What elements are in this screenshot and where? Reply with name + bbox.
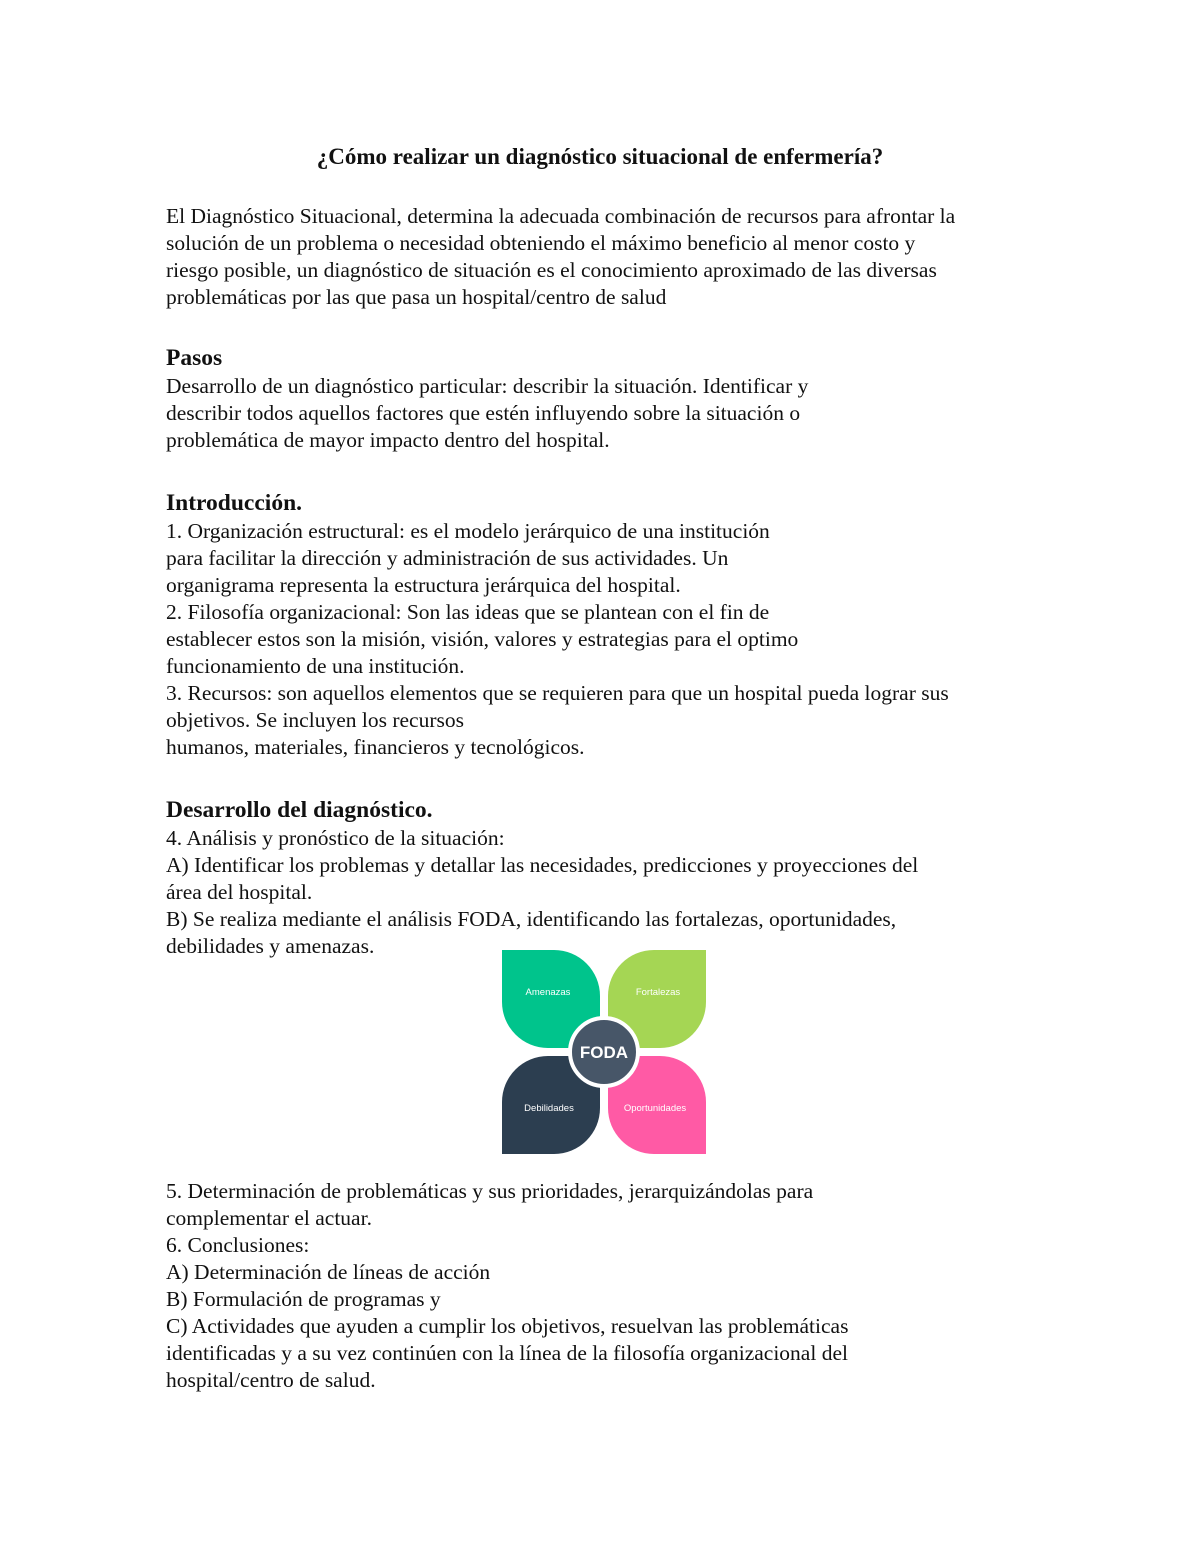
conclusion-line: 5. Determinación de problemáticas y sus prioridades, jerarquizándolas para [166,1179,814,1203]
conclusion-line: identificadas y a su vez continúen con la línea de la filosofía organizacional del [166,1341,848,1365]
conclusion-line: C) Actividades que ayuden a cumplir los objetivos, resuelvan las problemáticas [166,1314,849,1338]
introduccion-line: organigrama representa la estructura jerárquica del hospital. [166,573,681,597]
conclusion-line: A) Determinación de líneas de acción [166,1260,491,1284]
pasos-heading: Pasos [166,345,223,371]
conclusion-line: 6. Conclusiones: [166,1233,310,1257]
introduccion-line: 3. Recursos: son aquellos elementos que se requieren para que un hospital pueda lograr sus [166,681,949,705]
desarrollo-heading: Desarrollo del diagnóstico. [166,797,433,823]
intro-line: El Diagnóstico Situacional, determina la adecuada combinación de recursos para afrontar la [166,204,956,228]
desarrollo-line: área del hospital. [166,880,313,904]
document-title: ¿Cómo realizar un diagnóstico situacional de enfermería? [316,144,884,169]
conclusion-line: B) Formulación de programas y [166,1287,441,1311]
introduccion-line: establecer estos son la misión, visión, valores y estrategias para el optimo [166,627,799,651]
foda-diagram [502,950,706,1154]
foda-label-debilidades: Debilidades [524,1103,574,1114]
foda-diagram-svg [502,950,706,1154]
pasos-section [166,343,1066,454]
desarrollo-line: debilidades y amenazas. [166,934,375,958]
introduccion-section [166,488,1066,761]
foda-label-fortalezas: Fortalezas [635,987,681,998]
introduccion-heading: Introducción. [166,490,303,516]
introduccion-line: para facilitar la dirección y administración de sus actividades. Un [166,546,729,570]
introduccion-line: 1. Organización estructural: es el modelo jerárquico de una institución [166,519,770,543]
desarrollo-line: A) Identificar los problemas y detallar las necesidades, predicciones y proyecciones del [166,853,919,877]
foda-label-amenazas: Amenazas [525,987,571,998]
intro-paragraph [166,203,1066,311]
introduccion-line: objetivos. Se incluyen los recursos [166,708,464,732]
foda-center-label: FODA [579,1043,629,1062]
conclusion-line: complementar el actuar. [166,1206,372,1230]
desarrollo-line: 4. Análisis y pronóstico de la situación: [166,826,505,850]
desarrollo-section [166,795,1066,960]
intro-line: solución de un problema o necesidad obteniendo el máximo beneficio al menor costo y [166,231,916,255]
pasos-line: describir todos aquellos factores que estén influyendo sobre la situación o [166,401,801,425]
intro-line: riesgo posible, un diagnóstico de situación es el conocimiento aproximado de las diversas [166,258,937,282]
introduccion-line: funcionamiento de una institución. [166,654,465,678]
foda-label-oportunidades: Oportunidades [623,1103,687,1114]
introduccion-line: 2. Filosofía organizacional: Son las ideas que se plantean con el fin de [166,600,770,624]
conclusion-section [166,1178,1066,1394]
pasos-line: problemática de mayor impacto dentro del hospital. [166,428,610,452]
desarrollo-line: B) Se realiza mediante el análisis FODA, identificando las fortalezas, oportunidades, [166,907,897,931]
pasos-line: Desarrollo de un diagnóstico particular: describir la situación. Identificar y [166,374,809,398]
intro-line: problemáticas por las que pasa un hospital/centro de salud [166,285,667,309]
introduccion-line: humanos, materiales, financieros y tecnológicos. [166,735,585,759]
conclusion-line: hospital/centro de salud. [166,1368,376,1392]
